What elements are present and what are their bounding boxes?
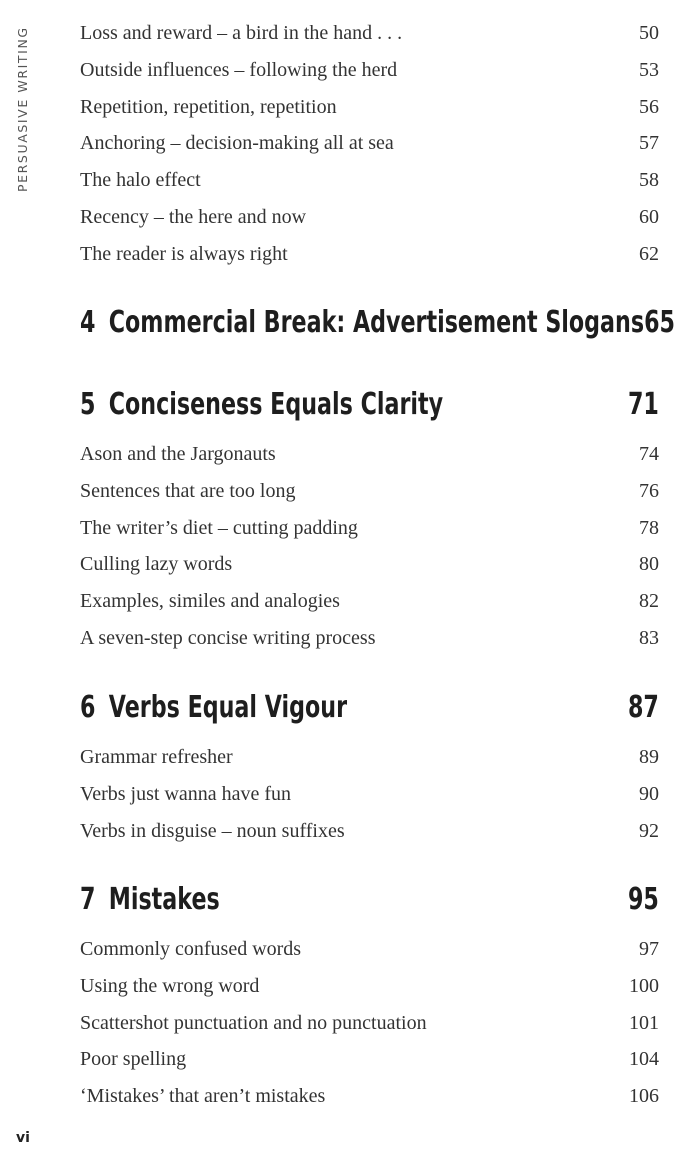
chapter-number: 7	[80, 882, 96, 917]
toc-entry-title: Verbs just wanna have fun	[80, 782, 292, 805]
toc-entry-title: Repetition, repetition, repetition	[80, 95, 337, 118]
toc-entry-page: 80	[639, 553, 659, 576]
toc-entry-page: 58	[639, 169, 659, 192]
toc-entry-title: Examples, similes and analogies	[80, 590, 340, 613]
chapter-title: Verbs Equal Vigour	[108, 690, 348, 725]
toc-entry[interactable]	[80, 52, 659, 89]
toc-entry-title: Culling lazy words	[80, 553, 233, 576]
toc-entry[interactable]	[80, 510, 659, 547]
toc-entry-page: 89	[639, 746, 659, 768]
toc-entry[interactable]	[80, 1041, 659, 1078]
toc-entry-title: ‘Mistakes’ that aren’t mistakes	[80, 1085, 326, 1108]
chapter-title: Mistakes	[108, 882, 220, 917]
toc-entry-title: Loss and reward – a bird in the hand . . .	[80, 22, 403, 44]
toc-entry-page: 101	[629, 1011, 659, 1034]
chapter-page: 87	[627, 690, 659, 725]
toc-entry[interactable]	[80, 931, 659, 968]
toc-entry-title: Grammar refresher	[80, 746, 233, 768]
running-head: PERSUASIVE WRITING	[15, 26, 30, 192]
toc-entry[interactable]	[80, 15, 659, 52]
toc-entry-title: Ason and the Jargonauts	[80, 443, 276, 465]
toc-entry[interactable]	[80, 89, 659, 126]
toc-entry-page: 62	[639, 242, 659, 265]
chapter-section	[80, 380, 659, 657]
chapter-number: 4	[80, 305, 96, 340]
toc-entry-title: Using the wrong word	[80, 974, 260, 997]
toc-entry-page: 78	[639, 516, 659, 539]
chapter-section	[80, 683, 659, 849]
toc-entry[interactable]	[80, 236, 659, 273]
chapter-number: 5	[80, 387, 96, 422]
toc-entry-page: 90	[639, 782, 659, 805]
toc-entry[interactable]	[80, 1078, 659, 1115]
toc-entry-page: 83	[639, 626, 659, 649]
toc-entry-title: Scattershot punctuation and no punctuation	[80, 1011, 427, 1034]
toc-entry-title: The writer’s diet – cutting padding	[80, 516, 358, 539]
chapter-section	[80, 298, 675, 348]
toc-entry[interactable]	[80, 125, 659, 162]
toc-entry[interactable]	[80, 473, 659, 510]
toc-entry-title: A seven-step concise writing process	[80, 626, 376, 649]
toc-entry-page: 100	[629, 974, 659, 997]
toc-entry-title: Anchoring – decision-making all at sea	[80, 132, 394, 155]
toc-entry-title: Outside influences – following the herd	[80, 58, 398, 81]
chapter-title: Conciseness Equals Clarity	[108, 387, 444, 422]
page-number: vi	[16, 1130, 30, 1146]
toc-entry-page: 92	[639, 819, 659, 842]
toc-entry[interactable]	[80, 776, 659, 813]
toc-entry-page: 53	[639, 58, 659, 81]
toc-entry-page: 104	[629, 1048, 659, 1071]
chapter-heading[interactable]	[80, 380, 659, 430]
chapter-number: 6	[80, 690, 96, 725]
toc-entry-page: 56	[639, 95, 659, 118]
toc-entry[interactable]	[80, 968, 659, 1005]
toc-entry[interactable]	[80, 620, 659, 657]
toc-entry[interactable]	[80, 583, 659, 620]
toc-entry[interactable]	[80, 436, 659, 473]
chapter-heading[interactable]	[80, 683, 659, 733]
toc-entry-title: Recency – the here and now	[80, 205, 307, 228]
toc-entry[interactable]	[80, 1005, 659, 1042]
toc-entry-title: Sentences that are too long	[80, 479, 296, 502]
toc-entry-page: 76	[639, 479, 659, 502]
toc-entry-title: The halo effect	[80, 169, 201, 192]
continued-entries	[80, 15, 659, 273]
toc-entry-title: Poor spelling	[80, 1048, 187, 1071]
chapter-heading[interactable]	[80, 298, 675, 348]
toc-entry-title: Verbs in disguise – noun suffixes	[80, 819, 345, 842]
toc-entry[interactable]	[80, 546, 659, 583]
chapter-section	[80, 875, 659, 1115]
toc-entry-page: 82	[639, 590, 659, 613]
chapter-page: 65	[644, 305, 675, 340]
toc-entry-page: 106	[629, 1085, 659, 1108]
toc-entry-title: Commonly confused words	[80, 938, 302, 960]
toc-entry-title: The reader is always right	[80, 242, 288, 265]
chapter-page: 95	[627, 882, 659, 917]
toc-entry-page: 60	[639, 205, 659, 228]
toc-entry-page: 50	[639, 22, 659, 44]
toc-entry-page: 57	[639, 132, 659, 155]
toc-entry[interactable]	[80, 199, 659, 236]
toc-entry-page: 74	[639, 443, 659, 465]
chapter-page: 71	[627, 387, 659, 422]
toc-entry[interactable]	[80, 162, 659, 199]
toc-entry[interactable]	[80, 813, 659, 850]
toc-entry-page: 97	[639, 938, 659, 960]
chapter-title: Commercial Break: Advertisement Slogans	[108, 305, 645, 340]
chapter-heading[interactable]	[80, 875, 659, 925]
toc-entry[interactable]	[80, 739, 659, 776]
